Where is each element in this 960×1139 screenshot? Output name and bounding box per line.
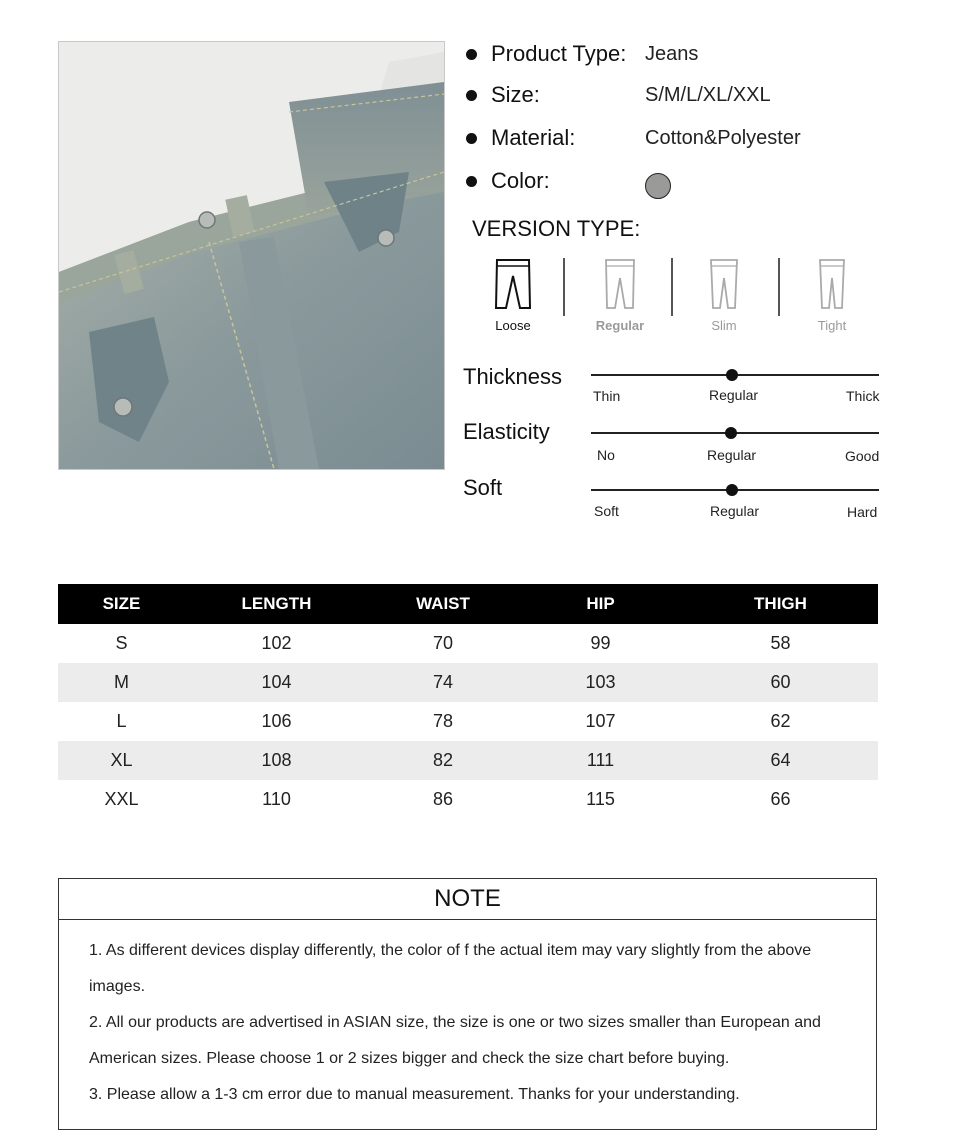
scale-tick: Soft: [594, 503, 619, 519]
soft-scale-marker: [726, 484, 738, 496]
scale-label-soft: Soft: [463, 475, 503, 500]
table-cell: XL: [58, 741, 185, 780]
scale-tick: Hard: [847, 504, 878, 520]
column-header: THIGH: [683, 584, 878, 624]
spec-value: S/M/L/XL/XXL: [645, 84, 771, 106]
spec-label: Color:: [491, 168, 550, 193]
table-cell: 60: [683, 663, 878, 702]
scale-label-elasticity: Elasticity: [463, 419, 550, 444]
scale-tick: Good: [845, 448, 880, 464]
spec-size: [466, 82, 886, 112]
table-row: [58, 702, 878, 741]
table-cell: 99: [590, 633, 611, 653]
column-header: LENGTH: [185, 584, 368, 624]
scale-tick: Thin: [593, 388, 621, 404]
table-row: [58, 741, 878, 780]
version-option-tight[interactable]: [797, 256, 867, 333]
jeans-photo-illustration: [59, 42, 444, 469]
table-cell: 64: [683, 741, 878, 780]
version-option-regular[interactable]: [585, 256, 655, 333]
table-cell: S: [115, 633, 128, 653]
scale-tick: Regular: [710, 503, 760, 519]
table-cell: 107: [585, 711, 616, 731]
tight-pants-icon: [812, 256, 852, 312]
column-header: WAIST: [368, 584, 518, 624]
table-cell: XXL: [104, 789, 139, 809]
table-cell: 82: [368, 741, 518, 780]
spec-material: [466, 125, 886, 155]
version-label: Regular: [595, 318, 645, 333]
table-cell: 111: [518, 741, 683, 780]
version-label: Loose: [495, 318, 531, 333]
version-divider: [671, 258, 673, 316]
color-swatch[interactable]: [645, 173, 671, 199]
product-photo: [58, 41, 445, 470]
table-cell: 62: [770, 711, 791, 731]
version-option-loose[interactable]: [478, 256, 548, 333]
thickness-scale-marker: [726, 369, 738, 381]
bullet-icon: [466, 49, 477, 60]
regular-pants-icon: [600, 256, 640, 312]
version-divider: [778, 258, 780, 316]
table-cell: 66: [770, 789, 791, 809]
spec-value: Jeans: [645, 43, 699, 65]
table-cell: 106: [261, 711, 292, 731]
column-header: HIP: [518, 584, 683, 624]
table-cell: 108: [185, 741, 368, 780]
table-header-row: [58, 584, 878, 624]
table-cell: 102: [261, 633, 292, 653]
elasticity-scale-marker: [725, 427, 737, 439]
version-option-slim[interactable]: [689, 256, 759, 333]
scale-tick: Thick: [846, 388, 880, 404]
table-cell: 58: [770, 633, 791, 653]
scale-tick: No: [597, 447, 615, 463]
bullet-icon: [466, 133, 477, 144]
table-row: [58, 624, 878, 663]
table-cell: 104: [185, 663, 368, 702]
scale-label-thickness: Thickness: [463, 364, 563, 389]
version-divider: [563, 258, 565, 316]
table-row: [58, 780, 878, 819]
note-box: [58, 878, 877, 1130]
slim-pants-icon: [704, 256, 744, 312]
table-cell: 74: [368, 663, 518, 702]
table-cell: 86: [432, 789, 454, 809]
spec-color: [466, 168, 886, 198]
table-cell: 115: [586, 789, 615, 809]
note-body: [89, 933, 859, 1113]
bullet-icon: [466, 90, 477, 101]
table-cell: 78: [432, 711, 454, 731]
size-chart-table: [58, 584, 878, 819]
bullet-icon: [466, 176, 477, 187]
note-line: 1. As different devices display differently, the color of f the actual item may vary slightly from the above images.: [89, 942, 812, 995]
version-label: Tight: [817, 318, 847, 333]
version-type-title: VERSION TYPE:: [472, 216, 641, 241]
version-label: Slim: [711, 318, 737, 333]
table-cell: 70: [432, 633, 454, 653]
scale-tick: Regular: [707, 447, 757, 463]
note-line: 2. All our products are advertised in ASIAN size, the size is one or two sizes smaller than European and American sizes. Please choose 1 or 2 sizes bigger and check the size chart before buying.: [89, 1014, 821, 1067]
spec-value: Cotton&Polyester: [645, 127, 801, 149]
table-cell: 103: [518, 663, 683, 702]
column-header: SIZE: [58, 584, 185, 624]
spec-label: Size:: [491, 82, 540, 107]
note-title: NOTE: [59, 879, 876, 920]
note-line: 3. Please allow a 1-3 cm error due to manual measurement. Thanks for your understanding.: [89, 1086, 740, 1103]
loose-pants-icon: [493, 256, 533, 312]
table-row: [58, 663, 878, 702]
table-cell: 110: [262, 789, 291, 809]
table-cell: M: [58, 663, 185, 702]
scale-tick: Regular: [709, 387, 759, 403]
spec-label: Material:: [491, 125, 576, 150]
spec-product-type: [466, 41, 886, 71]
table-cell: L: [116, 711, 127, 731]
spec-label: Product Type:: [491, 41, 627, 66]
